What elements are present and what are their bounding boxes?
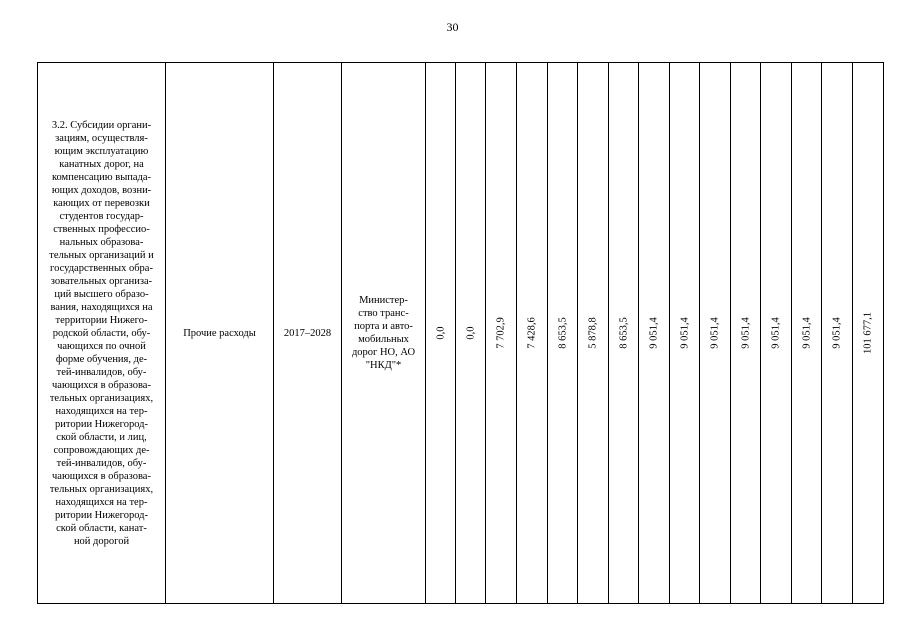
value-cell — [426, 63, 456, 604]
text-line: вания, находящихся на — [50, 301, 153, 313]
text-line: компенсацию выпада- — [51, 171, 152, 183]
text-line: находящихся на тер- — [55, 496, 148, 508]
text-line: тей-инвалидов, обу- — [56, 366, 147, 378]
text-line: ной дорогой — [73, 535, 130, 547]
text-line: студентов государ- — [59, 210, 144, 222]
text-line: дорог НО, АО — [351, 347, 416, 358]
value-text: 5 878,8 — [587, 317, 599, 349]
text-line: ской области, канат- — [56, 522, 147, 534]
text-line: ций высшего образо- — [54, 288, 149, 300]
value-text: 8 653,5 — [557, 317, 568, 349]
value-cell — [822, 63, 853, 604]
text-line: "НКД"* — [365, 360, 402, 371]
value-cell — [609, 63, 639, 604]
executor-cell — [342, 63, 426, 604]
text-line: кающих от перевозки — [53, 197, 150, 209]
value-cell — [731, 63, 761, 604]
text-line: тельных организаций и — [49, 249, 154, 261]
text-line: чающихся по очной — [57, 340, 146, 352]
value-text: 9 051,4 — [770, 317, 782, 349]
text-line: Министер- — [359, 295, 408, 306]
text-line: ющим эксплуатацию — [54, 145, 149, 157]
value-cell — [548, 63, 578, 604]
value-text: 9 051,4 — [740, 317, 751, 349]
value-text: 7 428,6 — [526, 317, 538, 349]
value-cell — [700, 63, 731, 604]
value-text: 9 051,4 — [831, 317, 843, 349]
executor-text — [342, 294, 425, 372]
value-text: 9 051,4 — [801, 317, 812, 349]
text-line: канатных дорог, на — [59, 158, 144, 170]
text-line: зациям, осуществля- — [55, 132, 148, 144]
page-number: 30 — [446, 20, 459, 34]
value-text: 9 051,4 — [679, 317, 690, 349]
text-line: ритории Нижегород- — [55, 418, 148, 430]
total-cell — [853, 63, 884, 604]
value-text: 7 702,9 — [495, 317, 507, 349]
text-line: нальных образова- — [59, 236, 144, 248]
value-text: 9 051,4 — [709, 317, 721, 349]
expense-type-cell: Прочие расходы — [166, 63, 274, 604]
value-text: 9 051,4 — [648, 317, 660, 349]
text-line: ющих доходов, возни- — [51, 184, 152, 196]
text-line: тей-инвалидов, обу- — [56, 457, 147, 469]
text-line: зовательных организа- — [50, 275, 153, 287]
text-line: порта и авто- — [354, 321, 413, 332]
text-line: тельных организациях, — [49, 483, 154, 495]
text-line: территории Нижего- — [55, 314, 148, 326]
value-text: 8 653,5 — [618, 317, 629, 349]
value-text: 0,0 — [435, 326, 446, 340]
measure-description — [38, 119, 165, 548]
value-cell — [456, 63, 486, 604]
text-line: ственных профессио- — [53, 223, 150, 235]
text-line: мобильных — [358, 334, 409, 345]
text-line: родской области, обу- — [52, 327, 151, 339]
text-line: чающихся в образова- — [52, 470, 151, 482]
text-line: находящихся на тер- — [55, 405, 148, 417]
value-cell — [578, 63, 609, 604]
budget-table — [37, 62, 884, 604]
value-cell — [486, 63, 517, 604]
value-cell — [792, 63, 822, 604]
text-line: ской области, и лиц, — [56, 431, 147, 443]
total-text: 101 677,1 — [862, 312, 874, 354]
text-line: государственных обра- — [50, 262, 153, 274]
value-cell — [670, 63, 700, 604]
text-line: ство транс- — [358, 308, 409, 319]
value-cell — [639, 63, 670, 604]
value-cell — [517, 63, 548, 604]
measure-description-cell — [38, 63, 166, 604]
text-line: ритории Нижегород- — [55, 509, 148, 521]
value-text: 0,0 — [465, 326, 476, 340]
text-line: 3.2. Субсидии органи- — [51, 119, 152, 131]
text-line: форме обучения, де- — [55, 353, 148, 365]
table-row — [38, 63, 884, 604]
text-line: чающихся в образова- — [52, 379, 151, 391]
text-line: тельных организациях, — [49, 392, 154, 404]
period-cell: 2017–2028 — [274, 63, 342, 604]
text-line: сопровождающих де- — [53, 444, 150, 456]
value-cell — [761, 63, 792, 604]
